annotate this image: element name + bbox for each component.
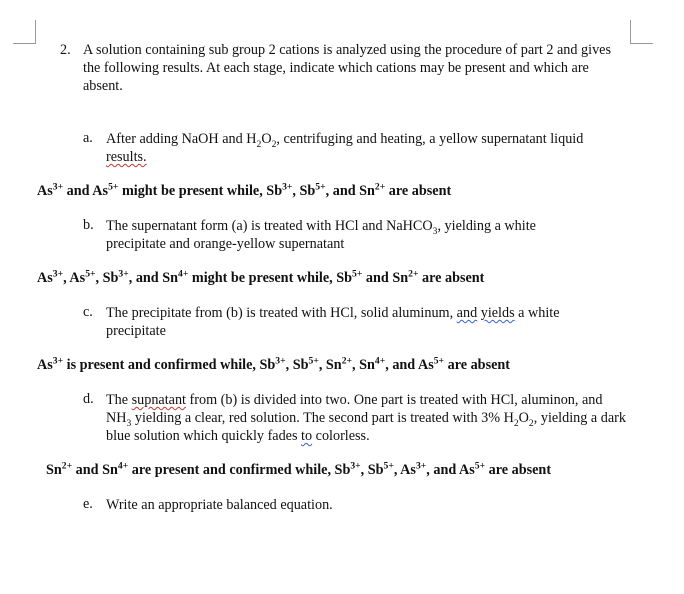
part-b-letter: b. <box>83 217 94 233</box>
crop-mark-top-left <box>13 43 36 44</box>
part-e-text: Write an appropriate balanced equation. <box>106 497 333 513</box>
crop-mark-top-right <box>630 20 631 44</box>
part-a-letter: a. <box>83 130 93 146</box>
part-b-text: The supernatant form (a) is treated with HCl and NaHCO$_3$, yielding a white precipitate and orange-yellow supernatant <box>106 218 536 252</box>
answer-b: $As^{3+}$, $As^{5+}$, $Sb^{3+}$, and $Sn^{4+}$ might be present while, $Sb^{5+}$ and $Sn^{2+}$ are absent <box>37 268 485 286</box>
part-d-letter: d. <box>83 391 94 407</box>
part-a-text: After adding NaOH and $H_2O_2$, centrifuging and heating, a yellow supernatant liquid results. <box>106 131 584 165</box>
answer-a: $As^{3+}$ and $As^{5+}$ might be present while, $Sb^{3+}$, $Sb^{5+}$, and $Sn^{2+}$ are absent <box>37 181 452 199</box>
question-text: A solution containing sub group 2 cations is analyzed using the procedure of part 2 and gives the following results. At each stage, indicate which cations may be present and which are absent. <box>83 42 611 94</box>
answer-c: $As^{3+}$ is present and confirmed while, $Sb^{3+}$, $Sb^{5+}$, $Sn^{2+}$, $Sn^{4+}$, and $As^{5+}$ are absent <box>37 355 511 373</box>
crop-mark-top-left <box>35 20 36 44</box>
part-e-letter: e. <box>83 496 93 512</box>
part-c-letter: c. <box>83 304 93 320</box>
crop-mark-top-right <box>630 43 653 44</box>
part-d-text: The supnatant from (b) is divided into two. One part is treated with HCl, aluminon, and $NH_3$ yielding a clear, red solution. The second part is treated with 3% $H_2O_2$, yielding a dark blue solution which quickly fades to colorless. <box>106 392 626 444</box>
part-c-text: The precipitate from (b) is treated with HCl, solid aluminum, and yields a white precipitate <box>106 305 560 339</box>
answer-d: $Sn^{2+}$ and $Sn^{4+}$ are present and confirmed while, $Sb^{3+}$, $Sb^{5+}$, $As^{3+}$, and $As^{5+}$ are absent <box>46 460 552 478</box>
question-number: 2. <box>60 42 71 58</box>
